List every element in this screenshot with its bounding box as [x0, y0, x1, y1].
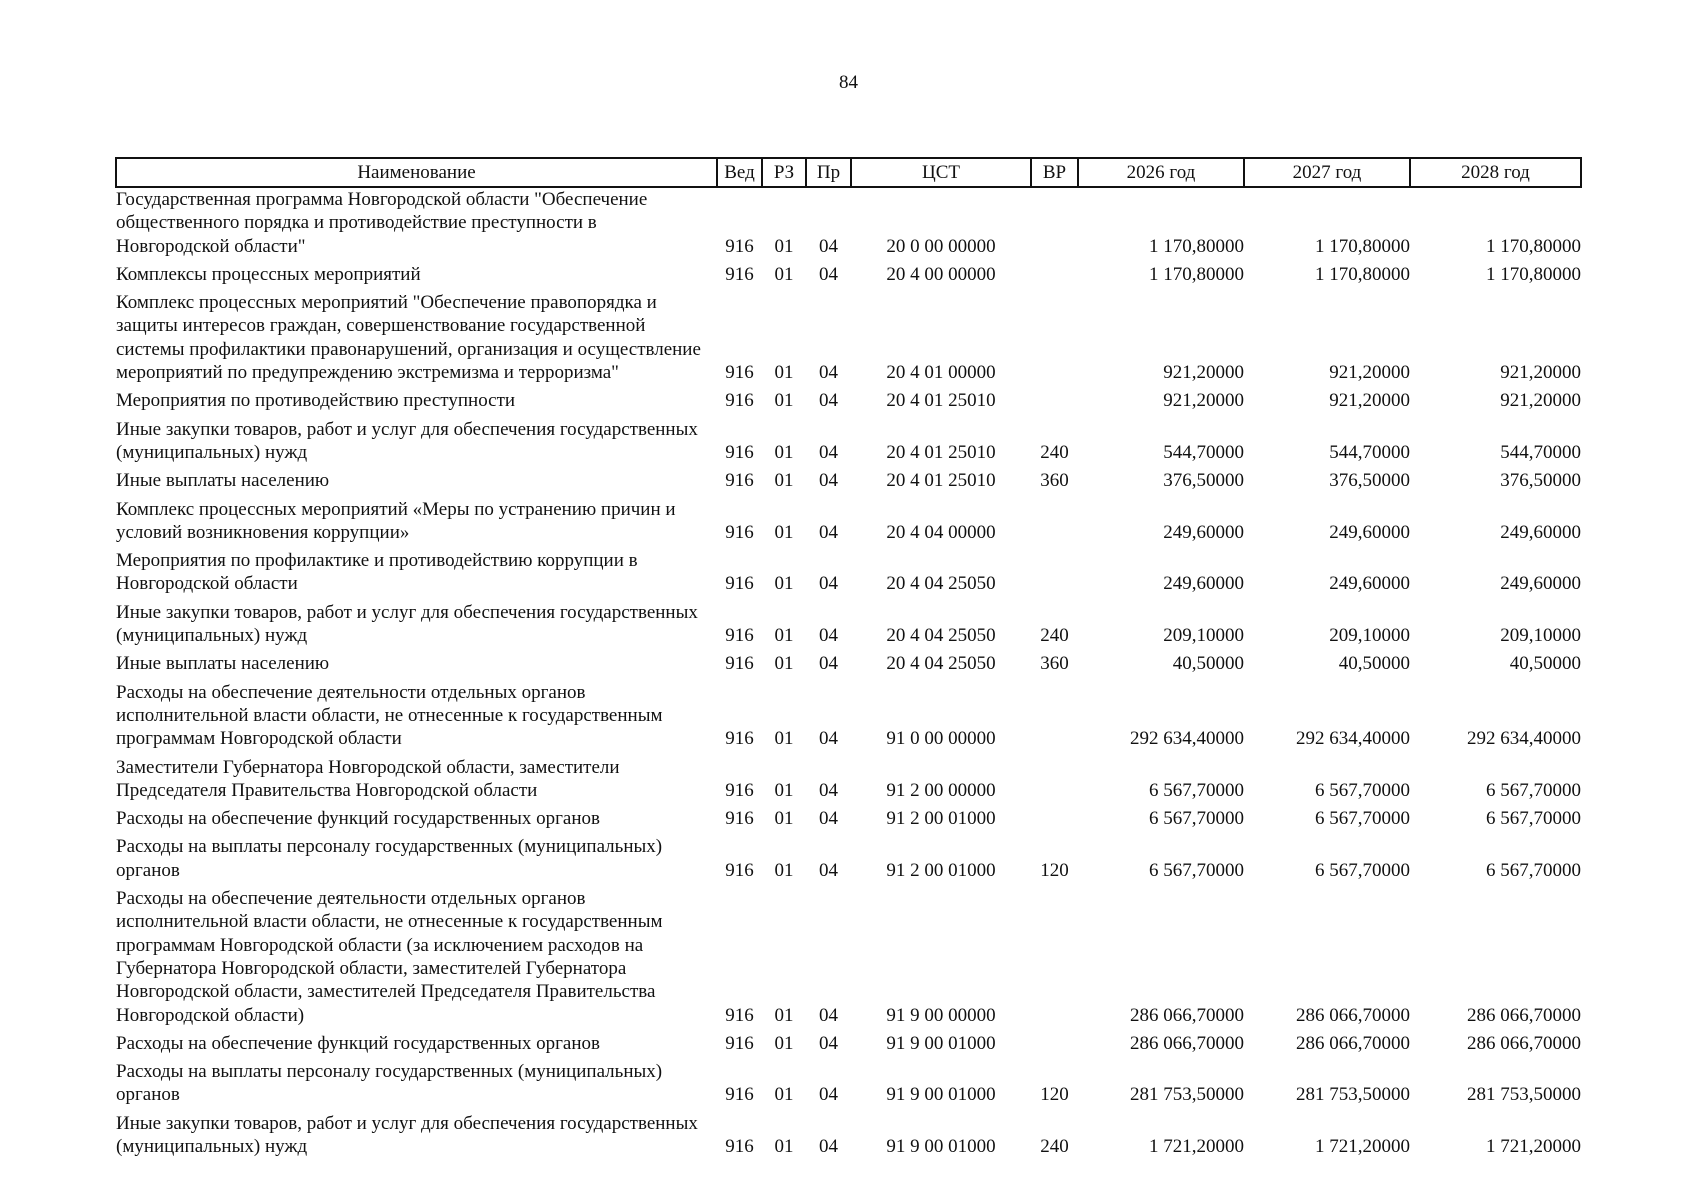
row-rz: 01: [774, 235, 794, 257]
row-2026: 286 066,70000: [1130, 1032, 1244, 1054]
header-rz: РЗ: [762, 158, 806, 187]
row-2027: 292 634,40000: [1296, 728, 1410, 750]
row-vr: [1031, 187, 1078, 258]
row-cst: 91 2 00 01000: [886, 808, 996, 830]
row-vr: [1031, 676, 1078, 751]
row-pr: 04: [819, 1004, 838, 1026]
row-vr: [1031, 882, 1078, 1027]
table-row: [116, 882, 1581, 1027]
row-2026: 1 721,20000: [1149, 1135, 1244, 1157]
row-vr: 120: [1040, 1084, 1069, 1106]
table-row: [116, 493, 1581, 545]
row-2026: 249,60000: [1163, 573, 1244, 595]
row-name: Иные выплаты населению: [116, 653, 330, 675]
row-2027: 921,20000: [1329, 362, 1410, 384]
table-row: [116, 751, 1581, 803]
row-ved: 916: [725, 470, 754, 492]
row-2027: 921,20000: [1329, 390, 1410, 412]
table-row: [116, 1055, 1581, 1107]
table-row: [116, 544, 1581, 596]
row-cst: 20 4 01 25010: [886, 470, 996, 492]
row-pr: 04: [819, 808, 838, 830]
header-name: Наименование: [116, 158, 717, 187]
header-vr: ВР: [1031, 158, 1078, 187]
table-header-row: [116, 158, 1581, 187]
table-row: [116, 258, 1581, 286]
row-2027: 544,70000: [1329, 441, 1410, 463]
row-2027: 40,50000: [1338, 653, 1410, 675]
row-name: Иные закупки товаров, работ и услуг для обеспечения государственных (муниципальных) нужд: [116, 601, 698, 647]
row-vr: 360: [1040, 470, 1069, 492]
row-2026: 544,70000: [1163, 441, 1244, 463]
row-cst: 20 4 01 00000: [886, 362, 996, 384]
row-2027: 6 567,70000: [1315, 859, 1410, 881]
row-ved: 916: [725, 1032, 754, 1054]
row-2027: 286 066,70000: [1296, 1032, 1410, 1054]
row-2026: 6 567,70000: [1149, 859, 1244, 881]
row-cst: 91 9 00 00000: [886, 1004, 996, 1026]
row-name: Мероприятия по профилактике и противодействию коррупции в Новгородской области: [116, 550, 638, 595]
row-rz: 01: [774, 1135, 794, 1157]
row-ved: 916: [725, 728, 754, 750]
row-2028: 281 753,50000: [1467, 1084, 1581, 1106]
row-2026: 209,10000: [1163, 625, 1244, 647]
table-row: [116, 1027, 1581, 1055]
row-pr: 04: [819, 779, 838, 801]
row-name: Расходы на обеспечение деятельности отдельных органов исполнительной власти области, не отнесенные к государственным программам Новгородской области: [116, 681, 663, 750]
row-rz: 01: [774, 859, 794, 881]
table-row: [116, 413, 1581, 465]
row-2028: 1 170,80000: [1486, 263, 1581, 285]
row-name: Заместители Губернатора Новгородской области, заместители Председателя Правительства Новгородской области: [116, 756, 620, 801]
row-ved: 916: [725, 362, 754, 384]
row-cst: 91 9 00 01000: [886, 1032, 996, 1054]
row-ved: 916: [725, 779, 754, 801]
row-2026: 1 170,80000: [1149, 235, 1244, 257]
row-vr: 240: [1040, 1135, 1069, 1157]
row-vr: 360: [1040, 653, 1069, 675]
row-cst: 91 2 00 00000: [886, 779, 996, 801]
row-2027: 1 170,80000: [1315, 235, 1410, 257]
row-2027: 286 066,70000: [1296, 1004, 1410, 1026]
row-2028: 544,70000: [1500, 441, 1581, 463]
table-row: [116, 464, 1581, 492]
row-ved: 916: [725, 625, 754, 647]
table-body: [116, 187, 1581, 1158]
row-ved: 916: [725, 263, 754, 285]
row-pr: 04: [819, 470, 838, 492]
row-pr: 04: [819, 573, 838, 595]
row-ved: 916: [725, 653, 754, 675]
row-cst: 91 0 00 00000: [886, 728, 996, 750]
row-2027: 6 567,70000: [1315, 808, 1410, 830]
row-cst: 20 4 04 25050: [886, 653, 996, 675]
row-pr: 04: [819, 235, 838, 257]
row-vr: [1031, 258, 1078, 286]
header-pr: Пр: [806, 158, 851, 187]
row-ved: 916: [725, 573, 754, 595]
row-vr: [1031, 751, 1078, 803]
row-cst: 20 4 04 25050: [886, 625, 996, 647]
header-ved: Вед: [717, 158, 762, 187]
row-rz: 01: [774, 1032, 794, 1054]
row-2028: 1 170,80000: [1486, 235, 1581, 257]
row-pr: 04: [819, 263, 838, 285]
row-cst: 20 0 00 00000: [886, 235, 996, 257]
row-name: Комплексы процессных мероприятий: [116, 263, 421, 285]
row-ved: 916: [725, 235, 754, 257]
row-pr: 04: [819, 362, 838, 384]
row-name: Расходы на выплаты персоналу государственных (муниципальных) органов: [116, 1061, 663, 1106]
row-vr: 240: [1040, 441, 1069, 463]
row-pr: 04: [819, 1084, 838, 1106]
row-2028: 6 567,70000: [1486, 859, 1581, 881]
row-2028: 249,60000: [1500, 573, 1581, 595]
row-pr: 04: [819, 441, 838, 463]
row-2027: 249,60000: [1329, 521, 1410, 543]
row-pr: 04: [819, 653, 838, 675]
row-ved: 916: [725, 1135, 754, 1157]
table-row: [116, 384, 1581, 412]
row-rz: 01: [774, 779, 794, 801]
row-rz: 01: [774, 1084, 794, 1106]
row-vr: [1031, 802, 1078, 830]
row-rz: 01: [774, 625, 794, 647]
row-2027: 1 170,80000: [1315, 263, 1410, 285]
row-cst: 20 4 04 00000: [886, 521, 996, 543]
table-row: [116, 187, 1581, 258]
row-2027: 6 567,70000: [1315, 779, 1410, 801]
row-2027: 281 753,50000: [1296, 1084, 1410, 1106]
row-rz: 01: [774, 1004, 794, 1026]
row-ved: 916: [725, 859, 754, 881]
row-rz: 01: [774, 470, 794, 492]
row-vr: 240: [1040, 625, 1069, 647]
row-2028: 40,50000: [1509, 653, 1581, 675]
table-row: [116, 802, 1581, 830]
row-2028: 376,50000: [1500, 470, 1581, 492]
row-rz: 01: [774, 573, 794, 595]
row-name: Иные закупки товаров, работ и услуг для обеспечения государственных (муниципальных) нужд: [116, 1112, 698, 1157]
row-ved: 916: [725, 441, 754, 463]
row-rz: 01: [774, 263, 794, 285]
table-row: [116, 596, 1581, 648]
header-2028: 2028 год: [1410, 158, 1581, 187]
row-name: Мероприятия по противодействию преступности: [116, 390, 516, 412]
row-ved: 916: [725, 808, 754, 830]
row-2028: 921,20000: [1500, 390, 1581, 412]
row-pr: 04: [819, 1135, 838, 1157]
page-number: 84: [839, 72, 858, 93]
row-name: Иные выплаты населению: [116, 470, 330, 492]
row-2028: 209,10000: [1500, 625, 1581, 647]
row-name: Расходы на выплаты персоналу государственных (муниципальных) органов: [116, 836, 663, 881]
row-rz: 01: [774, 728, 794, 750]
row-2028: 249,60000: [1500, 521, 1581, 543]
row-name: Расходы на обеспечение функций государственных органов: [116, 808, 600, 830]
row-ved: 916: [725, 521, 754, 543]
row-rz: 01: [774, 808, 794, 830]
header-2027: 2027 год: [1244, 158, 1410, 187]
row-2027: 1 721,20000: [1315, 1135, 1410, 1157]
row-name: Расходы на обеспечение функций государственных органов: [116, 1032, 600, 1054]
row-rz: 01: [774, 521, 794, 543]
row-vr: [1031, 544, 1078, 596]
row-name: Комплекс процессных мероприятий «Меры по устранению причин и условий возникновения коррупции»: [116, 498, 676, 543]
header-cst: ЦСТ: [851, 158, 1031, 187]
row-vr: [1031, 286, 1078, 384]
row-2028: 292 634,40000: [1467, 728, 1581, 750]
row-2027: 376,50000: [1329, 470, 1410, 492]
row-cst: 20 4 01 25010: [886, 390, 996, 412]
row-pr: 04: [819, 859, 838, 881]
row-2026: 286 066,70000: [1130, 1004, 1244, 1026]
row-rz: 01: [774, 441, 794, 463]
row-name: Расходы на обеспечение деятельности отдельных органов исполнительной власти области, не отнесенные к государственным программам Новгородской области (за исключением расходов на Губернатора Новгородской области, заместителей Губернатора Новгородской области, заместителей Председателя Правительства Новгородской области): [116, 888, 663, 1026]
budget-table: [115, 157, 1582, 1158]
row-vr: [1031, 1027, 1078, 1055]
row-2027: 249,60000: [1329, 573, 1410, 595]
row-2028: 1 721,20000: [1486, 1135, 1581, 1157]
row-pr: 04: [819, 625, 838, 647]
row-pr: 04: [819, 521, 838, 543]
row-2028: 286 066,70000: [1467, 1032, 1581, 1054]
row-cst: 91 9 00 01000: [886, 1135, 996, 1157]
row-2027: 209,10000: [1329, 625, 1410, 647]
row-rz: 01: [774, 390, 794, 412]
row-2028: 921,20000: [1500, 362, 1581, 384]
table-row: [116, 1107, 1581, 1159]
table-row: [116, 676, 1581, 751]
row-2026: 6 567,70000: [1149, 779, 1244, 801]
row-2026: 921,20000: [1163, 390, 1244, 412]
table-row: [116, 647, 1581, 675]
table-row: [116, 830, 1581, 882]
row-cst: 91 2 00 01000: [886, 859, 996, 881]
row-cst: 91 9 00 01000: [886, 1084, 996, 1106]
row-2026: 6 567,70000: [1149, 808, 1244, 830]
row-vr: [1031, 384, 1078, 412]
row-pr: 04: [819, 1032, 838, 1054]
row-name: Государственная программа Новгородской области "Обеспечение общественного порядка и противодействие преступности в Новгородской области": [116, 189, 648, 257]
row-2028: 6 567,70000: [1486, 808, 1581, 830]
row-2026: 376,50000: [1163, 470, 1244, 492]
row-cst: 20 4 00 00000: [886, 263, 996, 285]
row-cst: 20 4 01 25010: [886, 441, 996, 463]
row-pr: 04: [819, 390, 838, 412]
row-rz: 01: [774, 653, 794, 675]
row-2026: 281 753,50000: [1130, 1084, 1244, 1106]
row-2028: 286 066,70000: [1467, 1004, 1581, 1026]
row-2026: 40,50000: [1172, 653, 1244, 675]
row-vr: [1031, 493, 1078, 545]
row-pr: 04: [819, 728, 838, 750]
row-vr: 120: [1040, 859, 1069, 881]
row-2026: 921,20000: [1163, 362, 1244, 384]
header-2026: 2026 год: [1078, 158, 1244, 187]
row-2026: 292 634,40000: [1130, 728, 1244, 750]
row-name: Иные закупки товаров, работ и услуг для обеспечения государственных (муниципальных) нужд: [116, 418, 698, 463]
row-2026: 249,60000: [1163, 521, 1244, 543]
row-2028: 6 567,70000: [1486, 779, 1581, 801]
row-rz: 01: [774, 362, 794, 384]
row-ved: 916: [725, 390, 754, 412]
row-2026: 1 170,80000: [1149, 263, 1244, 285]
row-name: Комплекс процессных мероприятий "Обеспечение правопорядка и защиты интересов граждан, совершенствование государственной системы профилактики правонарушений, организация и осуществление мероприятий по предупреждению экстремизма и терроризма": [116, 292, 701, 384]
row-ved: 916: [725, 1084, 754, 1106]
row-ved: 916: [725, 1004, 754, 1026]
row-cst: 20 4 04 25050: [886, 573, 996, 595]
table-row: [116, 286, 1581, 384]
